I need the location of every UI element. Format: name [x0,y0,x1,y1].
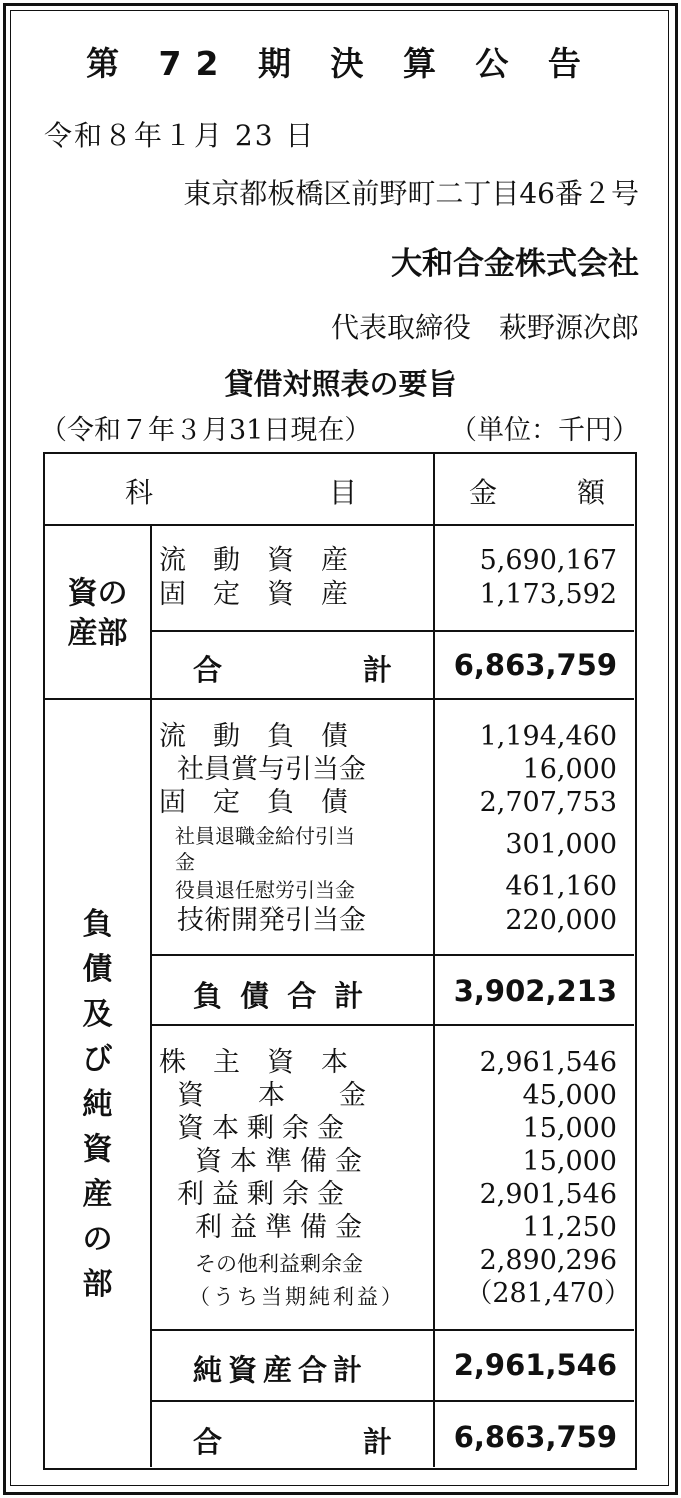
net-income-label: （うち当期純利益） [189,1285,405,1309]
row-divider [45,524,634,526]
shareholders-equity-value: 2,961,546 [479,1047,617,1078]
section-char: の [82,1222,113,1257]
company-address: 東京都板橋区前野町二丁目46番２号 [183,177,639,210]
company-name: 大和合金株式会社 [391,246,639,282]
shareholders-equity-label: 株 主 資 本 [159,1047,348,1078]
assets-total-value: 6,863,759 [453,648,617,682]
fixed-assets-value: 1,173,592 [479,579,617,610]
as-of-date: （令和７年３月31日現在） [40,415,372,446]
retirement-benefit-reserve-label-1: 社員退職金給付引当 [175,824,355,848]
capital-reserve-value: 15,000 [522,1146,617,1177]
fixed-assets-label: 固 定 資 産 [159,579,348,610]
header-subject-2: 目 [329,476,358,509]
liabilities-net-assets-section-label [45,902,150,1307]
header-amount-2: 額 [577,476,606,509]
officer-retirement-reserve-value: 461,160 [505,871,617,902]
assets-section-label [45,574,150,654]
assets-total-label-1: 合 [193,653,223,687]
notice-title: 第 72 期 決 算 公 告 [86,44,595,83]
row-divider [150,1400,634,1402]
capital-stock-value: 45,000 [522,1080,617,1111]
grand-total-value: 6,863,759 [453,1420,617,1454]
capital-surplus-label: 資本剰余金 [177,1113,352,1144]
other-retained-earnings-value: 2,890,296 [479,1245,617,1276]
retirement-benefit-reserve-label-2: 金 [175,850,195,874]
officer-retirement-reserve-label: 役員退任慰労引当金 [175,878,355,902]
grand-total-label-1: 合 [193,1425,223,1459]
assets-section-label-line1: 資の [67,576,128,611]
header-amount-1: 金 [469,476,498,509]
row-divider [150,1329,634,1331]
capital-surplus-value: 15,000 [522,1113,617,1144]
assets-section-label-line2: 産部 [67,616,128,651]
fixed-liabilities-label: 固 定 負 債 [159,787,348,818]
tech-development-reserve-value: 220,000 [505,905,617,936]
section-char: 資 [82,1132,113,1167]
grand-total-label-2: 計 [363,1425,393,1459]
row-divider [150,630,634,632]
row-divider [150,954,634,956]
other-retained-earnings-label: その他利益剰余金 [195,1252,363,1276]
section-char: 純 [82,1087,113,1122]
section-char: 部 [82,1267,113,1302]
assets-total-label-2: 計 [363,653,393,687]
retained-earnings-value: 2,901,546 [479,1179,617,1210]
balance-sheet-table [43,452,637,1470]
legal-reserve-label: 利益準備金 [195,1212,370,1243]
retirement-benefit-reserve-value: 301,000 [505,829,617,860]
current-liabilities-label: 流 動 負 債 [159,721,348,752]
net-income-value: （281,470） [465,1278,631,1309]
col-divider [150,524,152,1467]
bonus-reserve-value: 16,000 [522,754,617,785]
header-subject-1: 科 [125,476,154,509]
row-divider [150,1024,634,1026]
current-assets-label: 流 動 資 産 [159,545,348,576]
legal-reserve-value: 11,250 [522,1212,617,1243]
section-char: 債 [82,952,113,987]
notice-date: 令和８年１月 23 日 [44,119,316,152]
net-assets-total-label: 純資産合計 [193,1353,369,1387]
bonus-reserve-label: 社員賞与引当金 [177,754,366,785]
current-assets-value: 5,690,167 [479,545,617,576]
liabilities-total-value: 3,902,213 [453,974,617,1008]
balance-sheet-title: 貸借対照表の要旨 [224,367,457,401]
section-char: 負 [82,907,113,942]
retained-earnings-label: 利益剰余金 [177,1179,352,1210]
section-char: 産 [82,1177,113,1212]
net-assets-total-value: 2,961,546 [453,1348,617,1382]
section-char: 及 [82,997,113,1032]
capital-reserve-label: 資本準備金 [195,1146,370,1177]
capital-stock-label: 資 本 金 [177,1080,366,1111]
tech-development-reserve-label: 技術開発引当金 [177,905,366,936]
fixed-liabilities-value: 2,707,753 [479,787,617,818]
col-divider [433,454,435,1467]
current-liabilities-value: 1,194,460 [479,721,617,752]
unit-label: （単位：千円） [450,415,639,446]
representative: 代表取締役 萩野源次郎 [330,311,639,344]
row-divider [45,698,634,700]
section-char: び [82,1042,113,1077]
liabilities-total-label: 負 債 合 計 [193,979,368,1013]
